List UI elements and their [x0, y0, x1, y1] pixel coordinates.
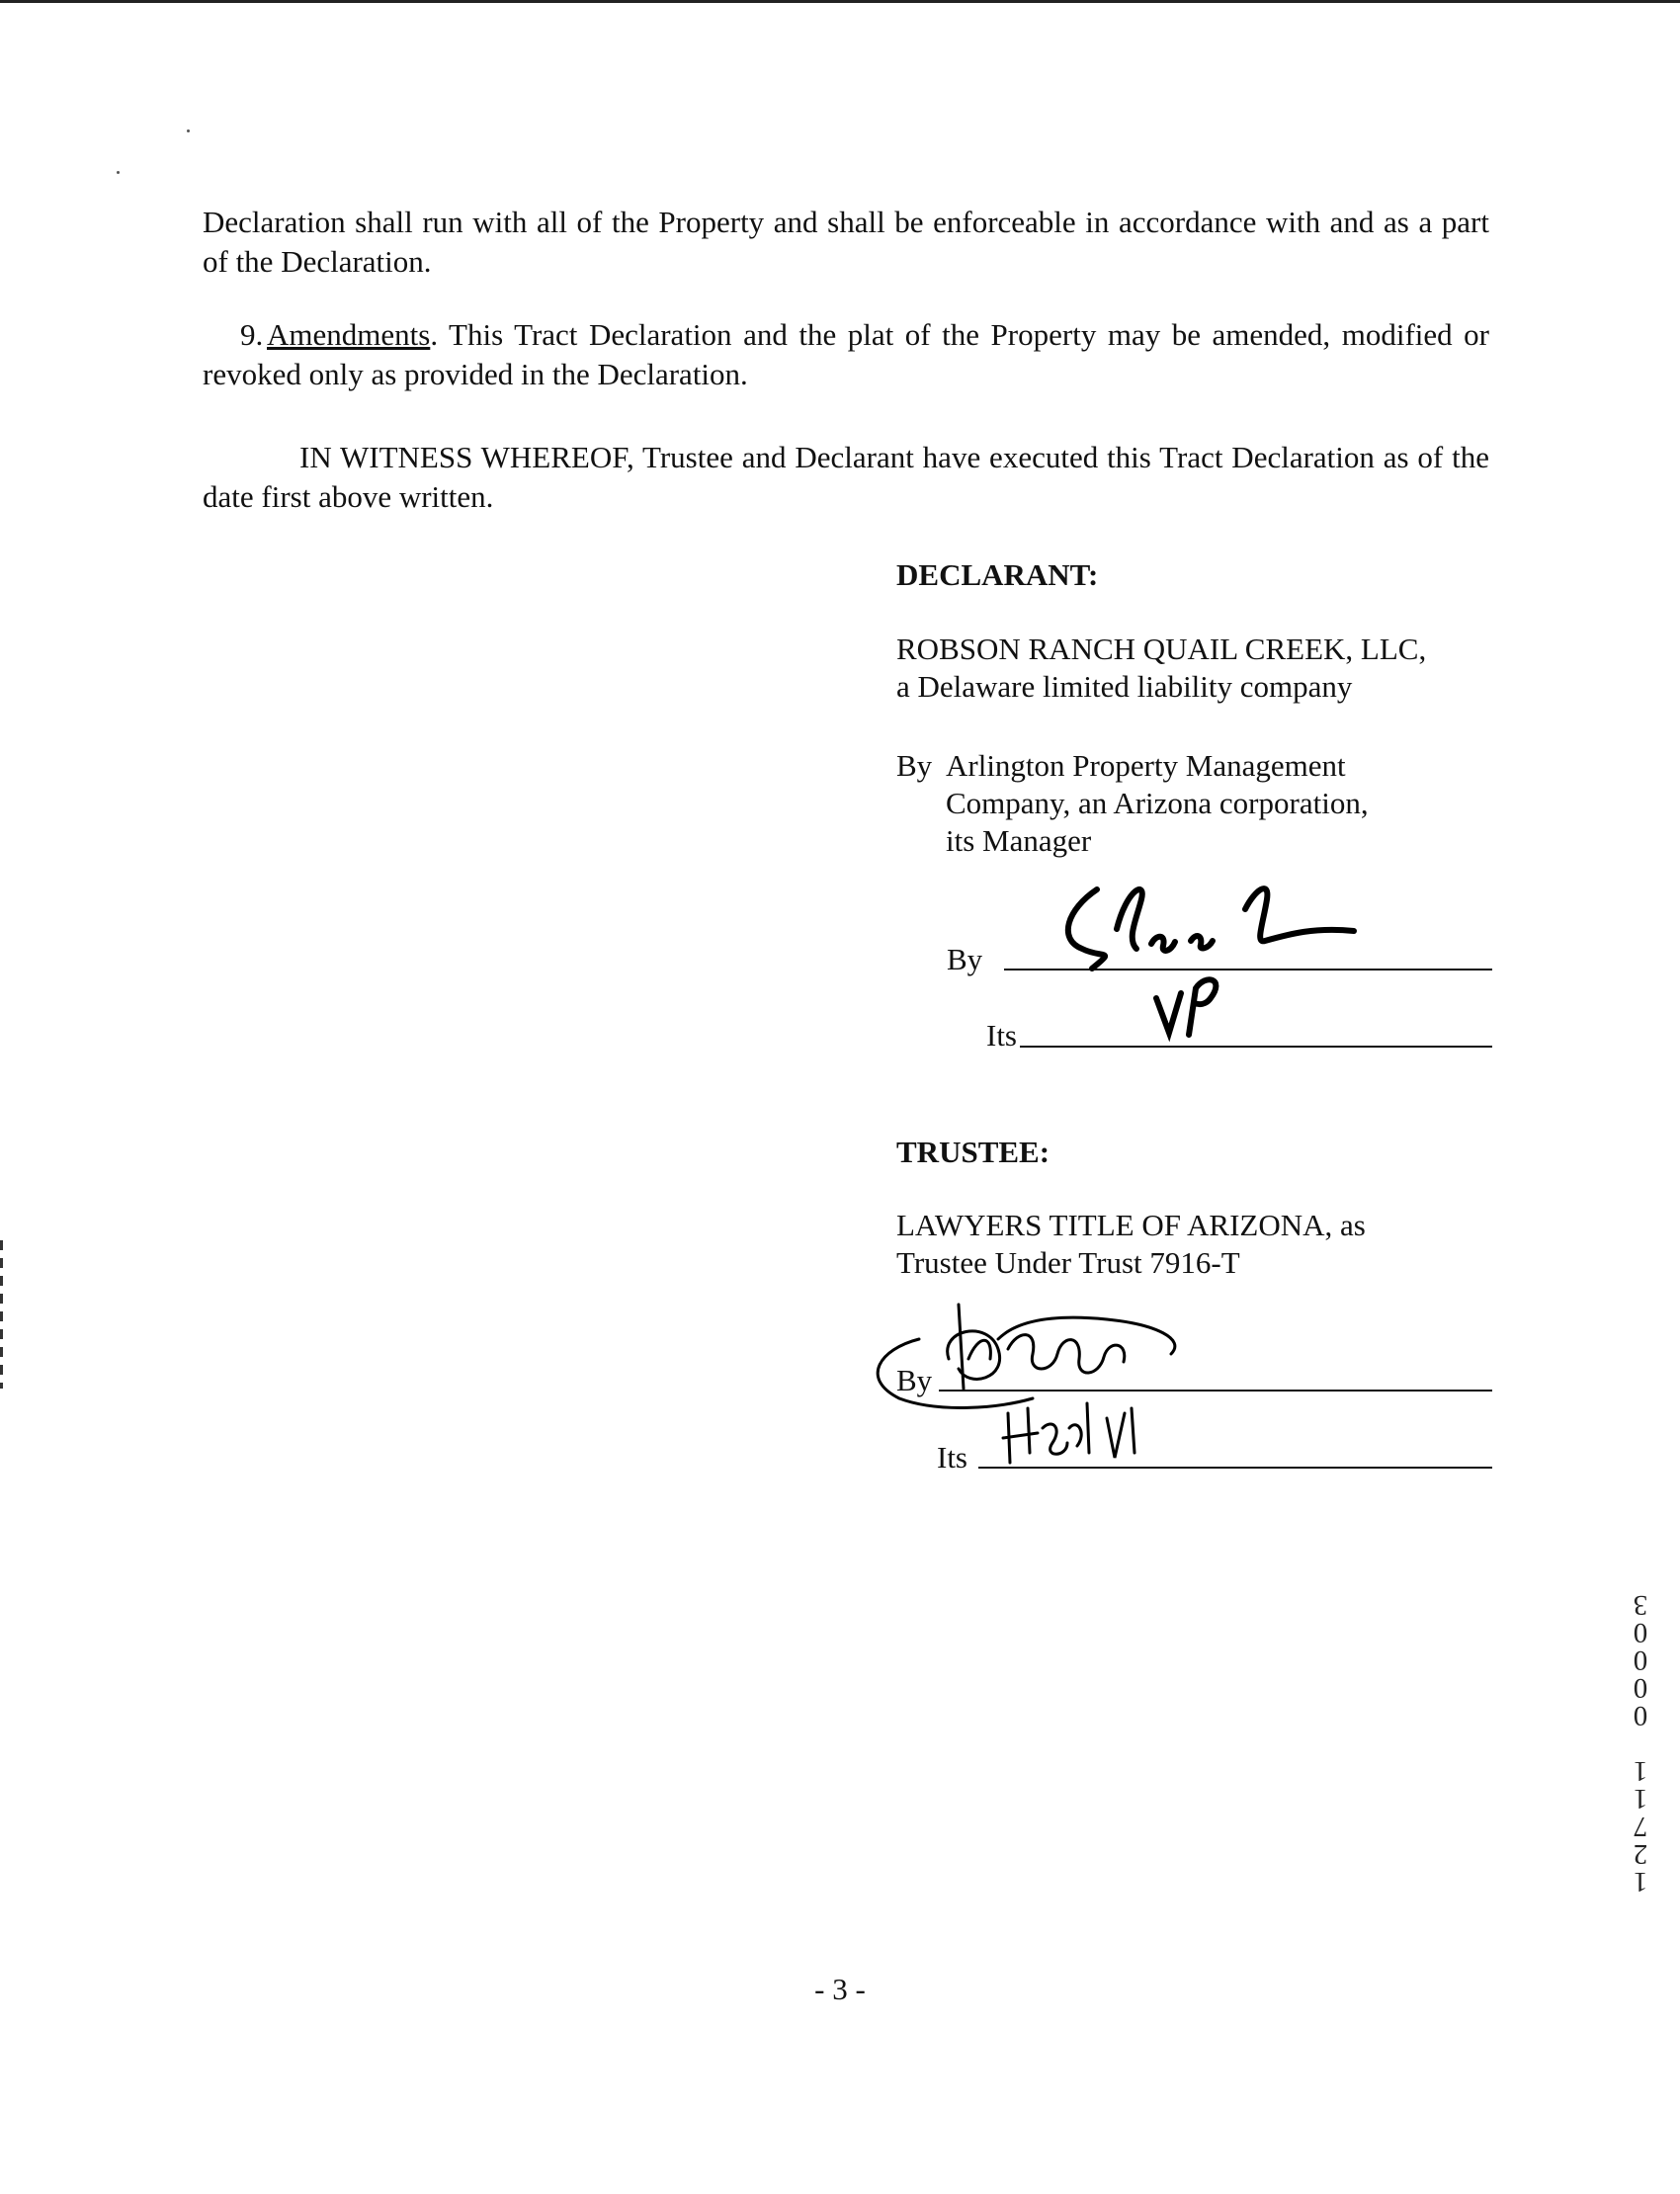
recording-digit: 0: [1633, 1700, 1648, 1731]
declarant-entity-line2: a Delaware limited liability company: [896, 669, 1353, 704]
continuation-paragraph: Declaration shall run with all of the Property and shall be enforceable in accordance with and as a part of the Declaration.: [203, 205, 1489, 279]
declarant-its-label: Its: [986, 1018, 1017, 1053]
declarant-its-handwriting: [1151, 973, 1240, 1043]
page-number: - 3 -: [814, 1972, 866, 2006]
recording-digit: 2: [1633, 1838, 1648, 1870]
recording-digit: 7: [1633, 1811, 1648, 1842]
recording-digit: 1: [1633, 1783, 1648, 1814]
declarant-its-line: [1020, 1046, 1492, 1048]
section-heading: Amendments: [267, 317, 431, 352]
section-text: . This Tract Declaration and the plat of the Property may be amended, modified or revoked only as provided in the Declaration.: [203, 317, 1489, 391]
trustee-its-handwriting: [998, 1393, 1146, 1473]
manager-line2: Company, an Arizona corporation,: [946, 786, 1369, 820]
manager-line1: Arlington Property Management: [946, 748, 1346, 783]
trustee-entity-line1: LAWYERS TITLE OF ARIZONA, as: [896, 1208, 1366, 1242]
declarant-heading: DECLARANT:: [896, 557, 1099, 592]
declarant-signature: [1057, 870, 1384, 978]
scan-speck: [117, 171, 120, 174]
recording-digit: 1: [1633, 1866, 1648, 1898]
recording-digit: 1: [1633, 1755, 1648, 1787]
amendments-paragraph: [203, 315, 1489, 394]
recording-digit: [1621, 1730, 1660, 1757]
manager-by-prefix: By: [896, 748, 933, 783]
scan-left-marks: [0, 1240, 3, 1389]
manager-line3: its Manager: [946, 823, 1092, 858]
recording-digit: 0: [1633, 1672, 1648, 1704]
trustee-by-label: By: [896, 1363, 933, 1397]
trustee-its-label: Its: [937, 1440, 967, 1475]
scan-speck: [187, 129, 190, 132]
recording-number: [1621, 1591, 1660, 1896]
trustee-entity-line2: Trustee Under Trust 7916-T: [896, 1245, 1240, 1280]
scan-top-border: [0, 0, 1680, 3]
witness-paragraph: IN WITNESS WHEREOF, Trustee and Declarant have executed this Tract Declaration as of the date first above written.: [203, 440, 1489, 514]
trustee-heading: TRUSTEE:: [896, 1135, 1050, 1169]
declarant-entity-line1: ROBSON RANCH QUAIL CREEK, LLC,: [896, 632, 1427, 666]
declarant-by-label: By: [947, 942, 983, 976]
recording-digit: 3: [1633, 1589, 1648, 1621]
recording-digit: 0: [1633, 1617, 1648, 1648]
recording-digit: 0: [1633, 1645, 1648, 1676]
section-number: 9.: [240, 317, 264, 352]
